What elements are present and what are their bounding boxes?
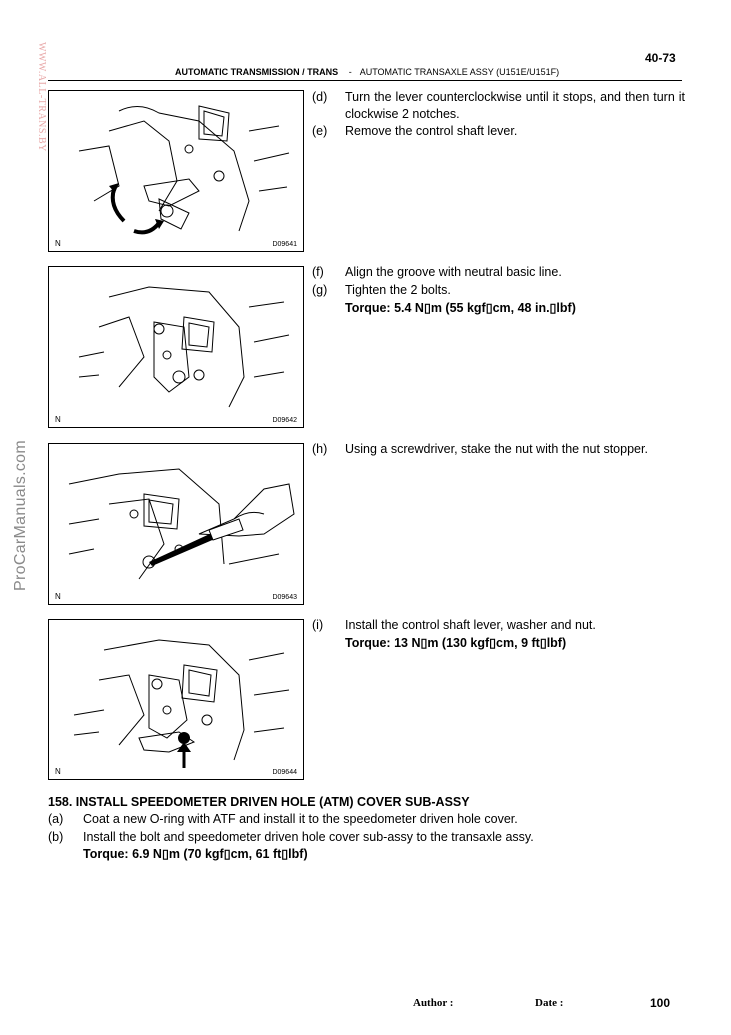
- step-text: Using a screwdriver, stake the nut with the nut stopper.: [345, 442, 648, 456]
- step-label: (b): [48, 830, 64, 844]
- torque-spec-i: Torque: 13 N▯m (130 kgf▯cm, 9 ft▯lbf): [345, 636, 567, 650]
- figure-label: N: [55, 239, 61, 248]
- step-text: Coat a new O-ring with ATF and install it to the speedometer driven hole cover.: [83, 812, 518, 826]
- watermark-all-trans: WWW.ALL-TRANS.BY: [36, 42, 47, 152]
- torque-spec-g: Torque: 5.4 N▯m (55 kgf▯cm, 48 in.▯lbf): [345, 301, 576, 315]
- lever-rotation-illustration: [49, 91, 303, 251]
- section-heading: 158. INSTALL SPEEDOMETER DRIVEN HOLE (ATM) COVER SUB-ASSY: [48, 795, 470, 809]
- section-step-b: [48, 829, 534, 846]
- figure-d09643: [48, 443, 304, 605]
- step-label: (i): [312, 618, 324, 632]
- section-step-a: [48, 811, 518, 828]
- figure-label: N: [55, 415, 61, 424]
- figure-code: D09643: [272, 594, 297, 601]
- footer-date: Date :: [535, 997, 564, 1009]
- step-label: (f): [312, 265, 324, 279]
- figure-code: D09641: [272, 241, 297, 248]
- neutral-line-illustration: [49, 267, 303, 427]
- footer-page-number: 100: [650, 996, 671, 1010]
- screwdriver-stake-illustration: [49, 444, 303, 604]
- step-label: (h): [312, 442, 328, 456]
- step-label: (e): [312, 124, 328, 138]
- page-header: [175, 67, 559, 77]
- figure-label: N: [55, 767, 61, 776]
- step-text: Remove the control shaft lever.: [345, 124, 518, 138]
- page-number: 40-73: [645, 51, 676, 65]
- figure-d09641: [48, 90, 304, 252]
- figure-code: D09644: [272, 769, 297, 776]
- control-shaft-lever-illustration: [49, 620, 303, 779]
- figure-code: D09642: [272, 417, 297, 424]
- step-label: (a): [48, 812, 64, 826]
- header-section: AUTOMATIC TRANSMISSION / TRANS: [175, 67, 339, 77]
- step-text: Tighten the 2 bolts.: [345, 283, 451, 297]
- header-title: AUTOMATIC TRANSAXLE ASSY (U151E/U151F): [359, 67, 560, 77]
- step-text: Install the bolt and speedometer driven hole cover sub-assy to the transaxle assy.: [83, 830, 534, 844]
- figure-d09642: [48, 266, 304, 428]
- step-text: Align the groove with neutral basic line.: [345, 265, 562, 279]
- figure-label: N: [55, 592, 61, 601]
- torque-spec-158: Torque: 6.9 N▯m (70 kgf▯cm, 61 ft▯lbf): [83, 847, 308, 861]
- header-rule: [48, 80, 682, 81]
- watermark-procarmanuals: ProCarManuals.com: [12, 440, 29, 591]
- step-text: Install the control shaft lever, washer and nut.: [345, 618, 596, 632]
- step-text: Turn the lever counterclockwise until it stops, and then turn it clockwise 2 notches.: [345, 90, 685, 121]
- step-label: (g): [312, 283, 328, 297]
- figure-d09644: [48, 619, 304, 780]
- header-separator: -: [348, 67, 352, 77]
- step-label: (d): [312, 90, 328, 104]
- footer-author: Author :: [413, 997, 454, 1009]
